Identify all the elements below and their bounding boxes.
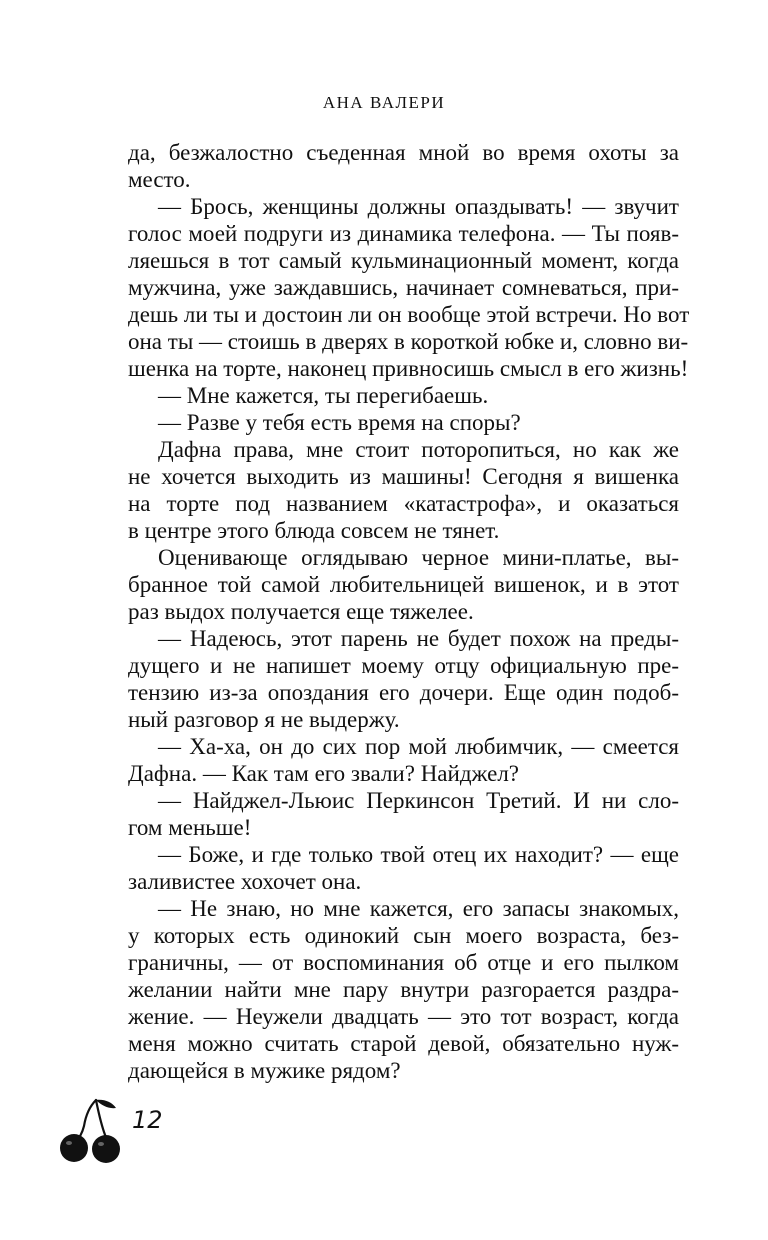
text-line: дешь ли ты и достоин ли он вообще этой встречи. Но вот [128,302,690,327]
text-line: да, безжалостно съеденная мной во время охоты за [128,140,679,165]
running-header-author: АНА ВАЛЕРИ [322,93,446,112]
text-line: раз выдох получается еще тяжелее. [128,599,474,624]
paragraph [128,436,679,544]
paragraph [128,841,679,895]
text-line: ный разговор я не выдержу. [128,707,400,732]
text-line: Дафна права, мне стоит поторопиться, но как же [158,437,679,462]
text-line: в центре этого блюда совсем не тянет. [128,518,500,543]
text-line: она ты — стоишь в дверях в короткой юбке и, словно ви- [128,329,689,354]
text-line: — Не знаю, но мне кажется, его запасы знакомых, [158,896,679,921]
paragraph [128,787,679,841]
text-line: — Брось, женщины должны опаздывать! — звучит [158,194,679,219]
text-line: желании найти мне пару внутри разгорается раздра- [128,977,679,1002]
text-line: тензию из-за опоздания его дочери. Еще один подоб- [128,680,679,705]
text-line: — Надеюсь, этот парень не будет похож на преды- [158,626,679,651]
text-line: заливистее хохочет она. [128,869,362,894]
text-line: дающейся в мужике рядом? [128,1058,401,1083]
text-line: — Разве у тебя есть время на споры? [158,410,521,435]
paragraph [128,733,679,787]
text-line: — Найджел-Льюис Перкинсон Третий. И ни сло- [158,788,679,813]
page-footer [60,1098,260,1168]
cherry-icon [60,1098,124,1164]
text-line: — Боже, и где только твой отец их находит? — еще [158,842,679,867]
text-line: — Ха-ха, он до сих пор мой любимчик, — смеется [158,734,679,759]
text-line: голос моей подруги из динамика телефона. — Ты появ- [128,221,679,246]
paragraph [128,382,679,409]
text-line: — Мне кажется, ты перегибаешь. [158,383,489,408]
paragraph [128,139,679,193]
text-line: шенка на торте, наконец привносишь смысл в его жизнь! [128,356,689,381]
paragraph [128,409,679,436]
text-line: на торте под названием «катастрофа», и оказаться [128,491,679,516]
paragraph [128,895,679,1084]
text-line: мужчина, уже заждавшись, начинает сомневаться, при- [128,275,679,300]
text-line: Оценивающе оглядываю черное мини-платье, вы- [158,545,679,570]
paragraph [128,193,690,382]
paragraph [128,625,679,733]
text-line: не хочется выходить из машины! Сегодня я вишенка [128,464,679,489]
body-text [128,139,690,1084]
text-line: ляешься в тот самый кульминационный момент, когда [128,248,679,273]
text-line: меня можно считать старой девой, обязательно нуж- [128,1031,679,1056]
page-number: 12 [132,1106,163,1134]
text-line: у которых есть одинокий сын моего возраста, без- [128,923,679,948]
text-line: бранное той самой любительницей вишенок, и в этот [128,572,679,597]
text-line: гом меньше! [128,815,252,840]
text-line: жение. — Неужели двадцать — это тот возраст, когда [128,1004,679,1029]
text-line: место. [128,167,191,192]
text-line: дущего и не напишет моему отцу официальную пре- [128,653,679,678]
text-line: Дафна. — Как там его звали? Найджел? [128,761,520,786]
paragraph [128,544,679,625]
text-line: граничны, — от воспоминания об отце и его пылком [128,950,679,975]
